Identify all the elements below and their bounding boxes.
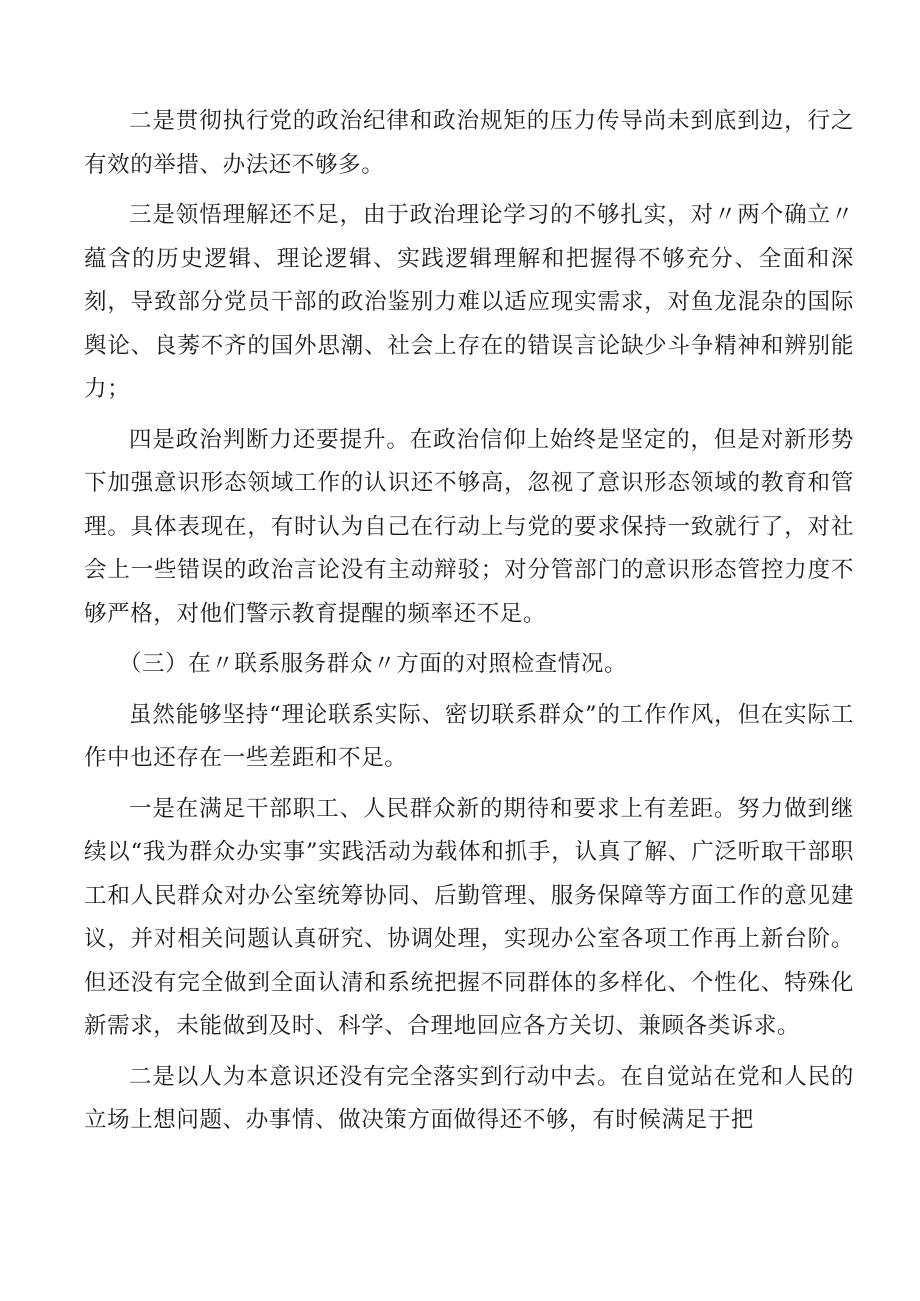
- document-body: [84, 100, 854, 1150]
- section-heading-serve-masses: （三）在〃联系服务群众〃方面的对照检查情况。: [118, 651, 628, 677]
- paragraph-political-judgment: 四是政治判断力还要提升。在政治信仰上始终是坚定的，但是对新形势下加强意识形态领域工作的认识还不够高，忽视了意识形态领域的教育和管理。具体表现在，有时认为自己在行动上与党的要求保持一致就行了，对社会上一些错误的政治言论没有主动辩驳；对分管部门的意识形态管控力度不够严格，对他们警示教育提醒的频率还不足。: [84, 426, 854, 627]
- paragraph-expectations-gap: 一是在满足干部职工、人民群众新的期待和要求上有差距。努力做到继续以“我为群众办实事”实践活动为载体和抓手，认真了解、广泛听取干部职工和人民群众对办公室统筹协同、后勤管理、服务保障等方面工作的意见建议，并对相关问题认真研究、协调处理，实现办公室各项工作再上新台阶。但还没有完全做到全面认清和系统把握不同群体的多样化、个性化、特殊化新需求，未能做到及时、科学、合理地回应各方关切、兼顾各类诉求。: [84, 795, 854, 1039]
- paragraph-people-centered: 二是以人为本意识还没有完全落实到行动中去。在自觉站在党和人民的立场上想问题、办事情、做决策方面做得还不够，有时候满足于把: [84, 1063, 854, 1133]
- paragraph-political-discipline: 二是贯彻执行党的政治纪律和政治规矩的压力传导尚未到底到边，行之有效的举措、办法还不够多。: [84, 108, 854, 178]
- paragraph-work-style: 虽然能够坚持“理论联系实际、密切联系群众”的工作作风，但在实际工作中也还存在一些差距和不足。: [84, 701, 854, 771]
- paragraph-understanding: 三是领悟理解还不足，由于政治理论学习的不够扎实，对〃两个确立〃蕴含的历史逻辑、理论逻辑、实践逻辑理解和把握得不够充分、全面和深刻，导致部分党员干部的政治鉴别力难以适应现实需求，对鱼龙混杂的国际舆论、良莠不齐的国外思潮、社会上存在的错误言论缺少斗争精神和辨别能力；: [84, 202, 854, 402]
